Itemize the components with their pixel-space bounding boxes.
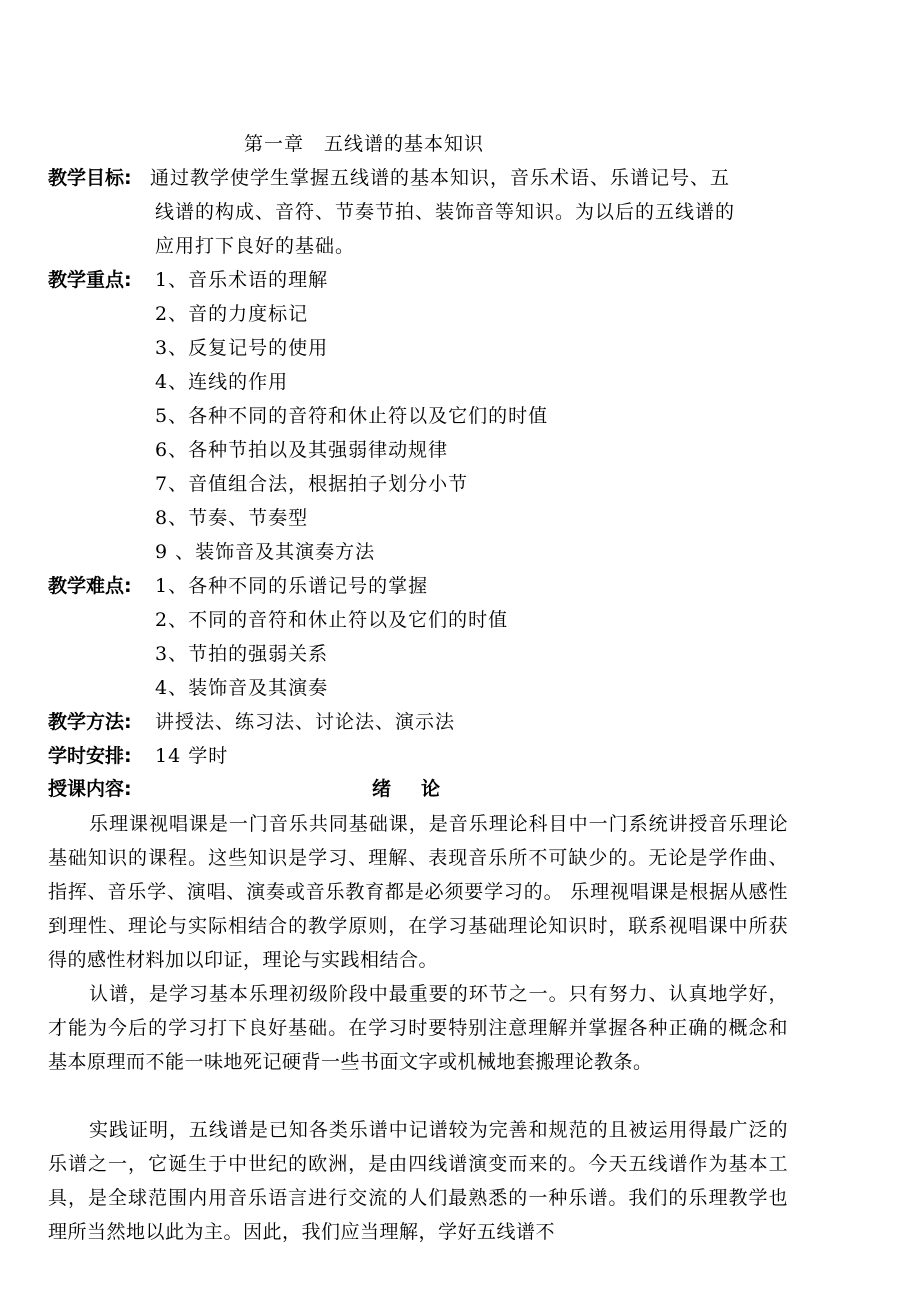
key-point-item: 1、音乐术语的理解 <box>155 269 329 291</box>
section-heading: 绪论 <box>372 778 471 800</box>
method-value: 讲授法、练习法、讨论法、演示法 <box>155 711 456 733</box>
body-paragraph: 实践证明，五线谱是已知各类乐谱中记谱较为完善和规范的且被运用得最广泛的乐谱之一，它诞生于中世纪的欧洲，是由四线谱演变而来的。今天五线谱作为基本工具，是全球范围内用音乐语言进行交流的人们最熟悉的一种乐谱。我们的乐理教学也理所当然地以此为主。因此，我们应当理解，学好五线谱不 <box>48 1119 788 1243</box>
difficulties-label: 教学难点: <box>48 575 132 597</box>
difficulty-item: 2、不同的音符和休止符以及它们的时值 <box>155 609 509 631</box>
chapter-title: 第一章 五线谱的基本知识 <box>244 133 485 155</box>
objective-line: 通过教学使学生掌握五线谱的基本知识，音乐术语、乐谱记号、五 <box>150 167 731 189</box>
body-paragraph: 乐理课视唱课是一门音乐共同基础课，是音乐理论科目中一门系统讲授音乐理论基础知识的课程。这些知识是学习、理解、表现音乐所不可缺少的。无论是学作曲、指挥、音乐学、演唱、演奏或音乐教育都是必须要学习的。 乐理视唱课是根据从感性到理性、理论与实际相结合的教学原则，在学习基础理论知识时，联系视唱课中所获得的感性材料加以印证，理论与实践相结合。 <box>48 813 788 971</box>
objective-label: 教学目标: <box>48 167 132 189</box>
schedule-value: 14 学时 <box>155 745 229 767</box>
key-point-item: 8、节奏、节奏型 <box>155 507 309 529</box>
key-point-item: 9 、装饰音及其演奏方法 <box>155 541 376 563</box>
key-point-item: 4、连线的作用 <box>155 371 289 393</box>
key-point-item: 5、各种不同的音符和休止符以及它们的时值 <box>155 405 549 427</box>
schedule-label: 学时安排: <box>48 745 132 767</box>
key-point-item: 7、音值组合法，根据拍子划分小节 <box>155 473 469 495</box>
difficulty-item: 1、各种不同的乐谱记号的掌握 <box>155 575 429 597</box>
difficulty-item: 4、装饰音及其演奏 <box>155 677 329 699</box>
key-point-item: 3、反复记号的使用 <box>155 337 329 359</box>
objective-line: 线谱的构成、音符、节奏节拍、装饰音等知识。为以后的五线谱的 <box>155 201 736 223</box>
key-point-item: 2、音的力度标记 <box>155 303 309 325</box>
key-point-item: 6、各种节拍以及其强弱律动规律 <box>155 439 449 461</box>
key-points-label: 教学重点: <box>48 269 132 291</box>
method-label: 教学方法: <box>48 711 132 733</box>
content-label: 授课内容: <box>48 778 132 800</box>
body-paragraph: 认谱，是学习基本乐理初级阶段中最重要的环节之一。只有努力、认真地学好，才能为今后的学习打下良好基础。在学习时要特别注意理解并掌握各种正确的概念和基本原理而不能一味地死记硬背一些书面文字或机械地套搬理论教条。 <box>48 983 788 1073</box>
difficulty-item: 3、节拍的强弱关系 <box>155 643 329 665</box>
objective-line: 应用打下良好的基础。 <box>155 235 356 257</box>
